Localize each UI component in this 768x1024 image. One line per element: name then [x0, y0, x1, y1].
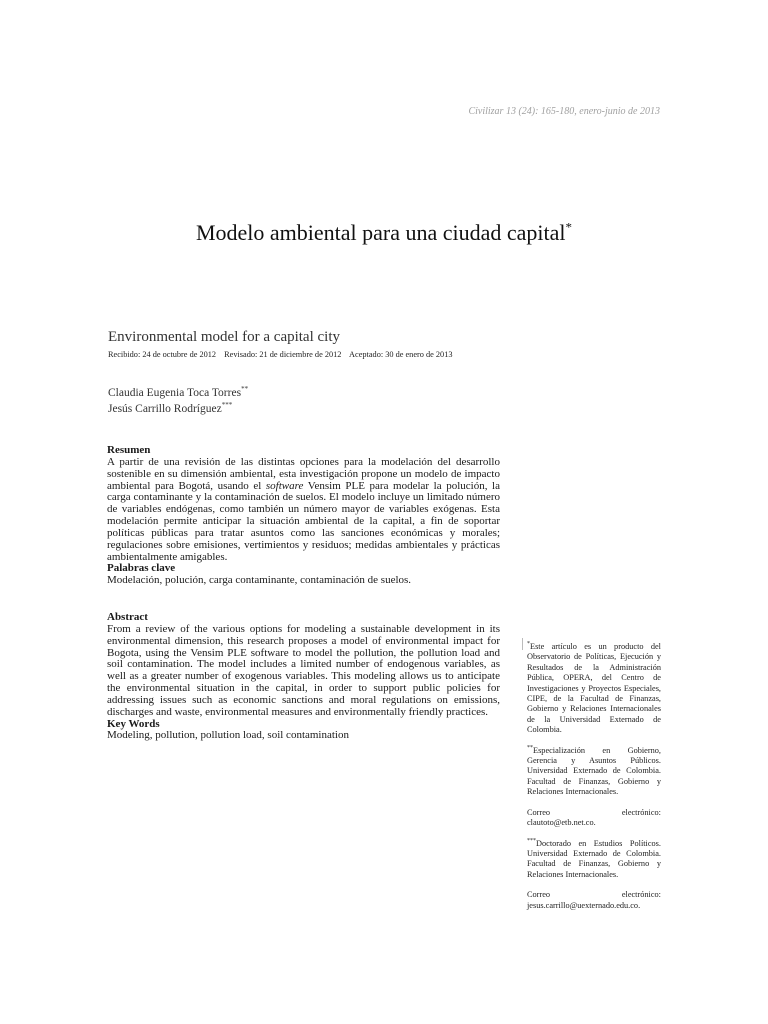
author-list	[108, 385, 248, 417]
author-name: Jesús Carrillo Rodríguez	[108, 403, 222, 415]
journal-citation: Civilizar 13 (24): 165-180, enero-junio de 2013	[468, 106, 660, 117]
footnote-marker: *	[527, 641, 530, 648]
article-dates	[108, 350, 459, 359]
palabras-clave-heading: Palabras clave	[107, 562, 176, 575]
key-words-heading: Key Words	[107, 717, 160, 730]
footnote-text: Doctorado en Estudios Políticos. Universidad Externado de Colombia. Facultad de Finanzas, Gobierno y Relaciones Internacionales.	[527, 838, 661, 879]
footnotes	[527, 642, 661, 921]
resumen-section	[107, 445, 500, 587]
footnote-email	[527, 890, 661, 911]
author-marker: ***	[221, 401, 233, 410]
footnote-text: Este artículo es un producto del Observatorio de Políticas, Ejecución y Resultados de la Administración Pública, OPERA, del Centro de Investigaciones y Proyectos Especiales, CIPE, de la Facultad de Finanzas, Gobierno y Relaciones Internacionales de la Universidad Externado de Colombia.	[527, 642, 661, 735]
abstract-heading: Abstract	[107, 611, 148, 623]
resumen-text-part2: Vensim PLE para modelar la polución, la carga contaminante y la contaminación de suelos. El modelo incluye un limitado número de variables endógenas, como también un número mayor de variables exógenas. Esta modelación permite anticipar la situación ambiental de la capital, a fin de soportar políticas públicas para tratar asuntos como las sanciones económicas y morales; regulaciones sobre emisiones, vertimientos y residuos; medidas ambientales y prácticas ambientalmente amigables.	[107, 479, 500, 563]
received-date: Recibido: 24 de octubre de 2012	[108, 350, 217, 359]
footnote-marker: **	[527, 744, 533, 751]
palabras-clave-text: Modelación, polución, carga contaminante, contaminación de suelos.	[107, 574, 412, 587]
author-marker: **	[241, 385, 249, 394]
author-2	[108, 401, 248, 417]
accepted-date: Aceptado: 30 de enero de 2013	[349, 350, 453, 359]
author-name: Claudia Eugenia Toca Torres	[108, 387, 242, 399]
footnote-text: Especialización en Gobierno, Gerencia y Asuntos Públicos. Universidad Externado de Colombia. Facultad de Finanzas, Gobierno y Relaciones Internacionales.	[527, 745, 661, 797]
footnote	[527, 746, 661, 798]
author-1	[108, 385, 248, 401]
footnote-marker: ***	[527, 837, 536, 844]
abstract-text: From a review of the various options for modeling a sustainable development in its environmental dimension, this research proposes a model of environmental impact for Bogota, using the Vensim PLE software to model the pollution, the pollution load and soil contamination. The model includes a limited number of endogenous variables, as well as a greater number of exogenous variables. This modeling allows us to anticipate the environmental situation in the capital, in order to support public policies for addressing issues such as economic sanctions and moral regulations on emissions, discharges and waste, environmental measures and environmentally friendly practices.	[107, 622, 500, 718]
footnote-text: Correo electrónico: clautoto@etb.net.co.	[527, 807, 661, 828]
title-footnote-marker: *	[565, 219, 573, 235]
footnote-divider	[522, 638, 523, 650]
title-text: Modelo ambiental para una ciudad capital	[195, 220, 566, 245]
resumen-text-part1: A partir de una revisión de las distintas opciones para la modelación del desarrollo sostenible en su dimensión ambiental, esta investigación propone un modelo de impacto ambiental para Bogotá, usando el	[107, 455, 500, 492]
revised-date: Revisado: 21 de diciembre de 2012	[224, 350, 342, 359]
key-words-text: Modeling, pollution, pollution load, soil contamination	[107, 729, 349, 742]
abstract-section	[107, 612, 500, 742]
resumen-heading: Resumen	[107, 444, 151, 456]
english-title: Environmental model for a capital city	[108, 329, 341, 345]
article-title	[0, 220, 768, 246]
footnote-text: Correo electrónico: jesus.carrillo@uexternado.edu.co.	[527, 890, 661, 910]
resumen-italic-software: software	[265, 479, 304, 492]
footnote	[527, 839, 661, 881]
resumen-body	[107, 457, 500, 564]
footnote-email	[527, 808, 661, 829]
footnote	[527, 642, 661, 736]
